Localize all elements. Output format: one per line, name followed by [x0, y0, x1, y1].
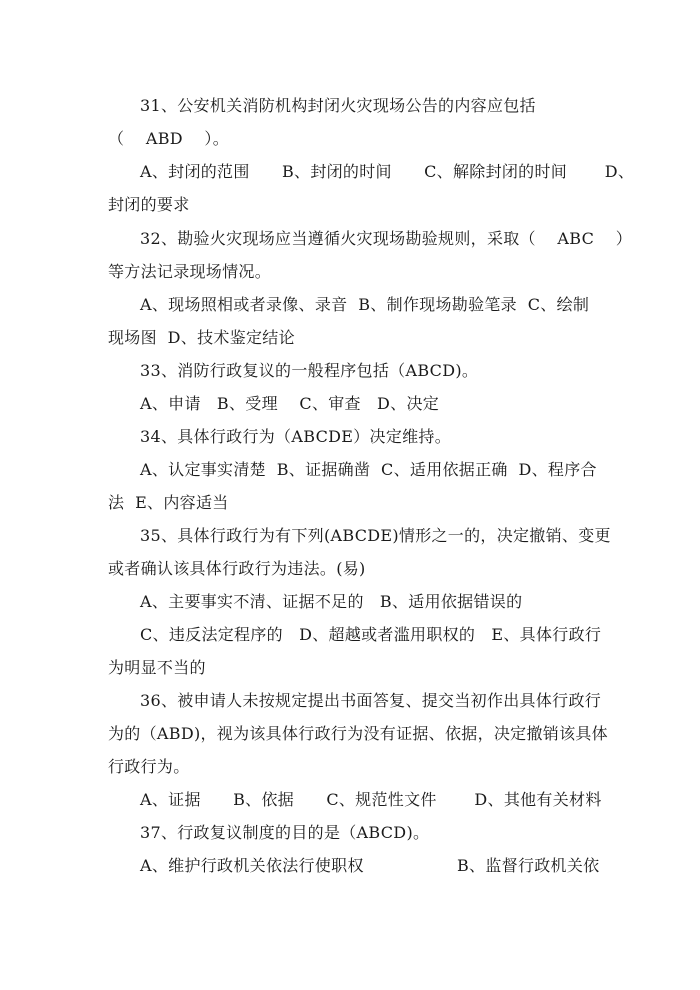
q34-options-line1: A、认定事实清楚 B、证据确凿 C、适用依据正确 D、程序合: [140, 460, 597, 479]
q37-option-a: A、维护行政机关依法行使职权: [140, 856, 364, 875]
q36-stem-line2: 为的（ABD)，视为该具体行政行为没有证据、依据，决定撤销该具体: [108, 724, 608, 743]
q35-options-line2: C、违反法定程序的 D、超越或者滥用职权的 E、具体行政行: [140, 625, 602, 644]
q31-options-line1: A、封闭的范围 B、封闭的时间 C、解除封闭的时间 D、: [140, 162, 635, 181]
q34-options-line2: 法 E、内容适当: [108, 493, 229, 512]
q35-stem-line2: 或者确认该具体行政行为违法。(易): [108, 559, 366, 578]
q32-stem-line1: 32、勘验火灾现场应当遵循火灾现场勘验规则，采取（ ABC ）: [140, 229, 632, 248]
q32-options-line1: A、现场照相或者录像、录音 B、制作现场勘验笔录 C、绘制: [140, 295, 590, 314]
q36-stem-line3: 行政行为。: [108, 757, 190, 776]
q37-stem: 37、行政复议制度的目的是（ABCD)。: [140, 823, 430, 842]
q31-stem-line1: 31、公安机关消防机构封闭火灾现场公告的内容应包括: [140, 96, 536, 115]
q34-stem: 34、具体行政行为（ABCDE）决定维持。: [140, 427, 452, 446]
q31-answer-line: （ ABD ）。: [108, 129, 230, 148]
q33-options: A、申请 B、受理 C、审查 D、决定: [140, 394, 440, 413]
q31-options-line2: 封闭的要求: [108, 195, 190, 214]
q35-options-line3: 为明显不当的: [108, 658, 206, 677]
q37-option-b: B、监督行政机关依: [457, 856, 600, 875]
q33-stem: 33、消防行政复议的一般程序包括（ABCD)。: [140, 361, 479, 380]
q35-stem-line1: 35、具体行政行为有下列(ABCDE)情形之一的，决定撤销、变更: [140, 526, 611, 545]
q36-options: A、证据 B、依据 C、规范性文件 D、其他有关材料: [140, 790, 602, 809]
q36-stem-line1: 36、被申请人未按规定提出书面答复、提交当初作出具体行政行: [140, 691, 602, 710]
q35-options-line1: A、主要事实不清、证据不足的 B、适用依据错误的: [140, 592, 523, 611]
q32-stem-line2: 等方法记录现场情况。: [108, 262, 272, 281]
q32-options-line2: 现场图 D、技术鉴定结论: [108, 328, 295, 347]
